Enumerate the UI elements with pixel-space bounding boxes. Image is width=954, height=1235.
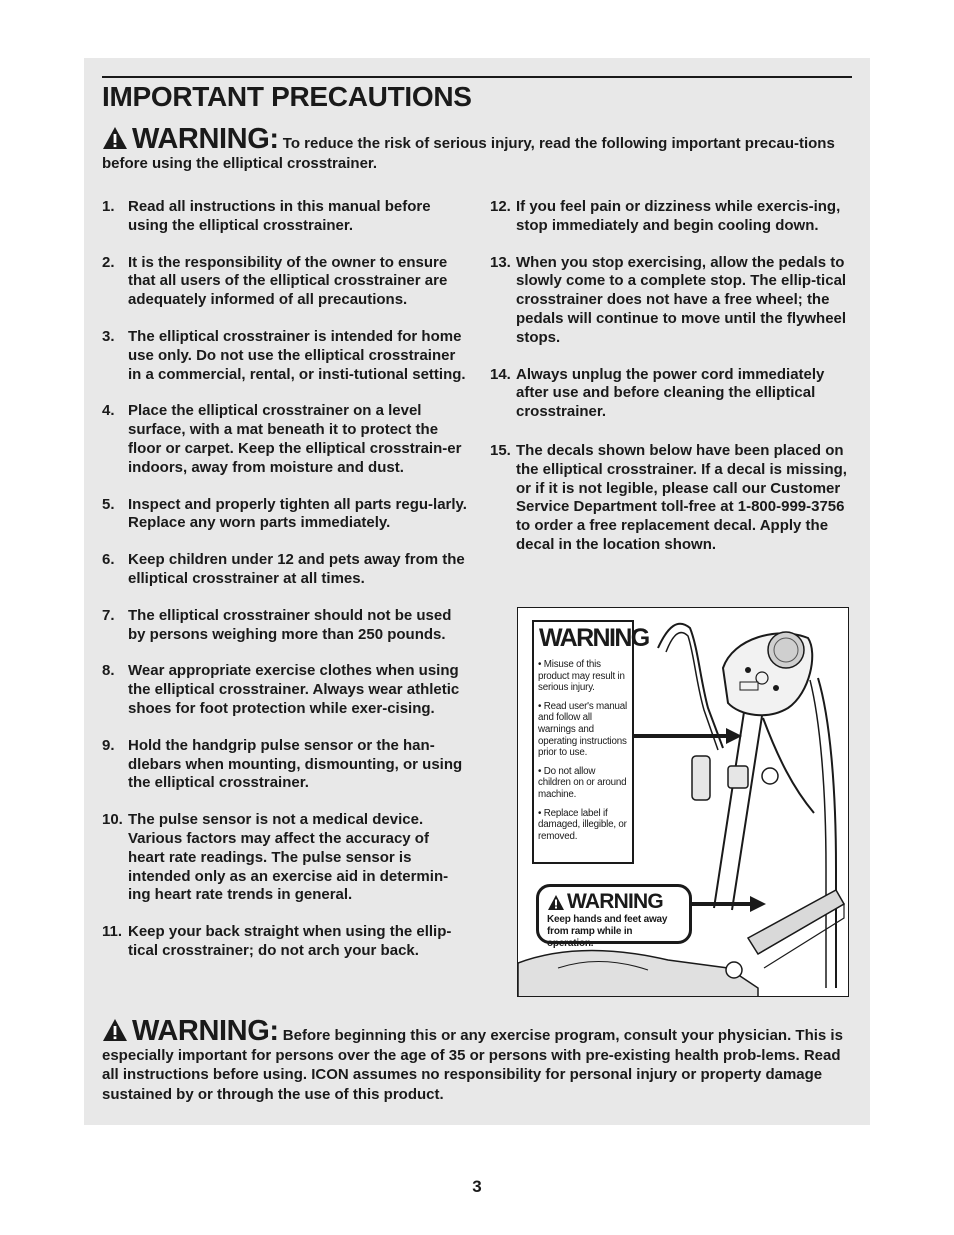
precaution-number: 4. <box>102 402 115 420</box>
precaution-text: Hold the handgrip pulse sensor or the han-dlebars when mounting, dismounting, or using the elliptical crosstrainer. <box>128 736 463 792</box>
precaution-number: 9. <box>102 736 115 754</box>
precaution-text: It is the responsibility of the owner to ensure that all users of the elliptical crosstrainer are adequately informed of all precautions. <box>128 253 448 309</box>
precaution-item <box>102 198 468 236</box>
bottom-warning-label: WARNING: <box>132 1015 279 1047</box>
bottom-warning <box>102 1015 854 1104</box>
precaution-item <box>490 442 854 555</box>
precaution-text: The elliptical crosstrainer should not be used by persons weighing more than 250 pounds. <box>128 606 452 643</box>
precaution-item <box>490 198 854 236</box>
ramp-decal-heading: WARNING <box>567 890 663 913</box>
console-decal-bullet: • Replace label if damaged, illegible, or removed. <box>538 807 627 842</box>
precaution-number: 11. <box>102 923 123 941</box>
warning-triangle-icon <box>102 1018 128 1042</box>
precaution-item <box>102 328 468 384</box>
precaution-item <box>102 811 468 905</box>
precaution-item <box>102 923 468 961</box>
top-warning-text: To reduce the risk of serious injury, read the following important precau-tions before using the elliptical crosstrainer. <box>102 135 835 172</box>
top-rule <box>102 76 852 78</box>
precaution-number: 5. <box>102 495 115 513</box>
precaution-text: Inspect and properly tighten all parts regu-larly. Replace any worn parts immediately. <box>128 495 467 532</box>
precaution-number: 13. <box>490 253 511 271</box>
precaution-text: The pulse sensor is not a medical device. Various factors may affect the accuracy of heart rate readings. The pulse sensor is intended only as an exercise aid in determin-ing heart rate trends in general. <box>128 811 449 904</box>
precaution-text: If you feel pain or dizziness while exercis-ing, stop immediately and begin cooling down. <box>516 198 841 234</box>
precaution-item <box>102 662 468 718</box>
precaution-number: 6. <box>102 551 115 569</box>
console-decal-heading: WARNING <box>539 624 649 652</box>
precaution-text: Read all instructions in this manual before using the elliptical crosstrainer. <box>128 198 431 234</box>
precaution-text: Keep your back straight when using the ellip-tical crosstrainer; do not arch your back. <box>128 923 452 959</box>
precaution-text: Keep children under 12 and pets away from the elliptical crosstrainer at all times. <box>128 551 465 587</box>
precaution-number: 10. <box>102 811 123 829</box>
precaution-number: 2. <box>102 253 115 271</box>
precaution-item <box>102 737 468 793</box>
ramp-decal-text: Keep hands and feet away from ramp while in operation. <box>547 914 668 949</box>
precaution-number: 15. <box>490 441 511 459</box>
precaution-item <box>102 496 468 534</box>
precaution-text: Always unplug the power cord immediately after use and before cleaning the elliptical crosstrainer. <box>516 365 825 421</box>
console-decal-bullet: • Read user's manual and follow all warnings and operating instructions prior to use. <box>538 700 627 759</box>
precaution-number: 12. <box>490 198 511 215</box>
precaution-item <box>490 254 854 348</box>
console-decal-bullet: • Do not allow children on or around machine. <box>538 765 627 800</box>
precaution-item <box>102 551 468 589</box>
precaution-number: 14. <box>490 365 511 383</box>
page-title: IMPORTANT PRECAUTIONS <box>102 81 472 112</box>
console-warning-decal <box>532 620 649 864</box>
top-warning-label: WARNING: <box>132 123 279 155</box>
precaution-item <box>102 254 468 310</box>
precaution-text: Place the elliptical crosstrainer on a level surface, with a mat beneath it to protect the floor or carpet. Keep the elliptical crosstrain-er indoors, away from moisture and dust. <box>128 402 462 476</box>
warning-triangle-icon <box>547 894 565 911</box>
precaution-number: 7. <box>102 606 115 624</box>
precaution-item <box>102 402 468 477</box>
page-number: 3 <box>472 1177 482 1196</box>
ramp-warning-decal <box>536 884 692 949</box>
precaution-number: 8. <box>102 662 115 680</box>
precaution-text: The elliptical crosstrainer is intended for home use only. Do not use the elliptical crosstrainer in a commercial, rental, or insti-tutional setting. <box>128 327 466 383</box>
top-warning <box>102 123 854 173</box>
precaution-text: When you stop exercising, allow the pedals to slowly come to a complete stop. The ellip-tical crosstrainer does not have a free wheel; the pedals will continue to move until the flywheel stops. <box>516 253 847 346</box>
precaution-item <box>490 366 854 422</box>
warning-triangle-icon <box>102 126 128 150</box>
precaution-number: 1. <box>102 198 115 215</box>
precautions-left-column <box>102 198 468 961</box>
precaution-item <box>102 607 468 645</box>
precaution-text: Wear appropriate exercise clothes when using the elliptical crosstrainer. Always wear athletic shoes for foot protection while exer-cising. <box>128 662 460 717</box>
bottom-warning-text: Before beginning this or any exercise program, consult your physician. This is especially important for persons over the age of 35 or persons with pre-existing health prob-lems. Read all instructions before using. ICON assumes no responsibility for personal injury or property damage sustained by or through the use of this product. <box>102 1027 843 1103</box>
precaution-number: 3. <box>102 327 115 345</box>
console-decal-bullet: • Misuse of this product may result in serious injury. <box>538 659 625 694</box>
decal-location-figure <box>517 607 849 997</box>
precautions-right-column <box>490 198 854 555</box>
precaution-text: The decals shown below have been placed on the elliptical crosstrainer. If a decal is missing, or if it is not legible, please call our Customer Service Department toll-free at 1-800-999-3756 to order a free replacement decal. Apply the decal in the location shown. <box>516 441 847 553</box>
